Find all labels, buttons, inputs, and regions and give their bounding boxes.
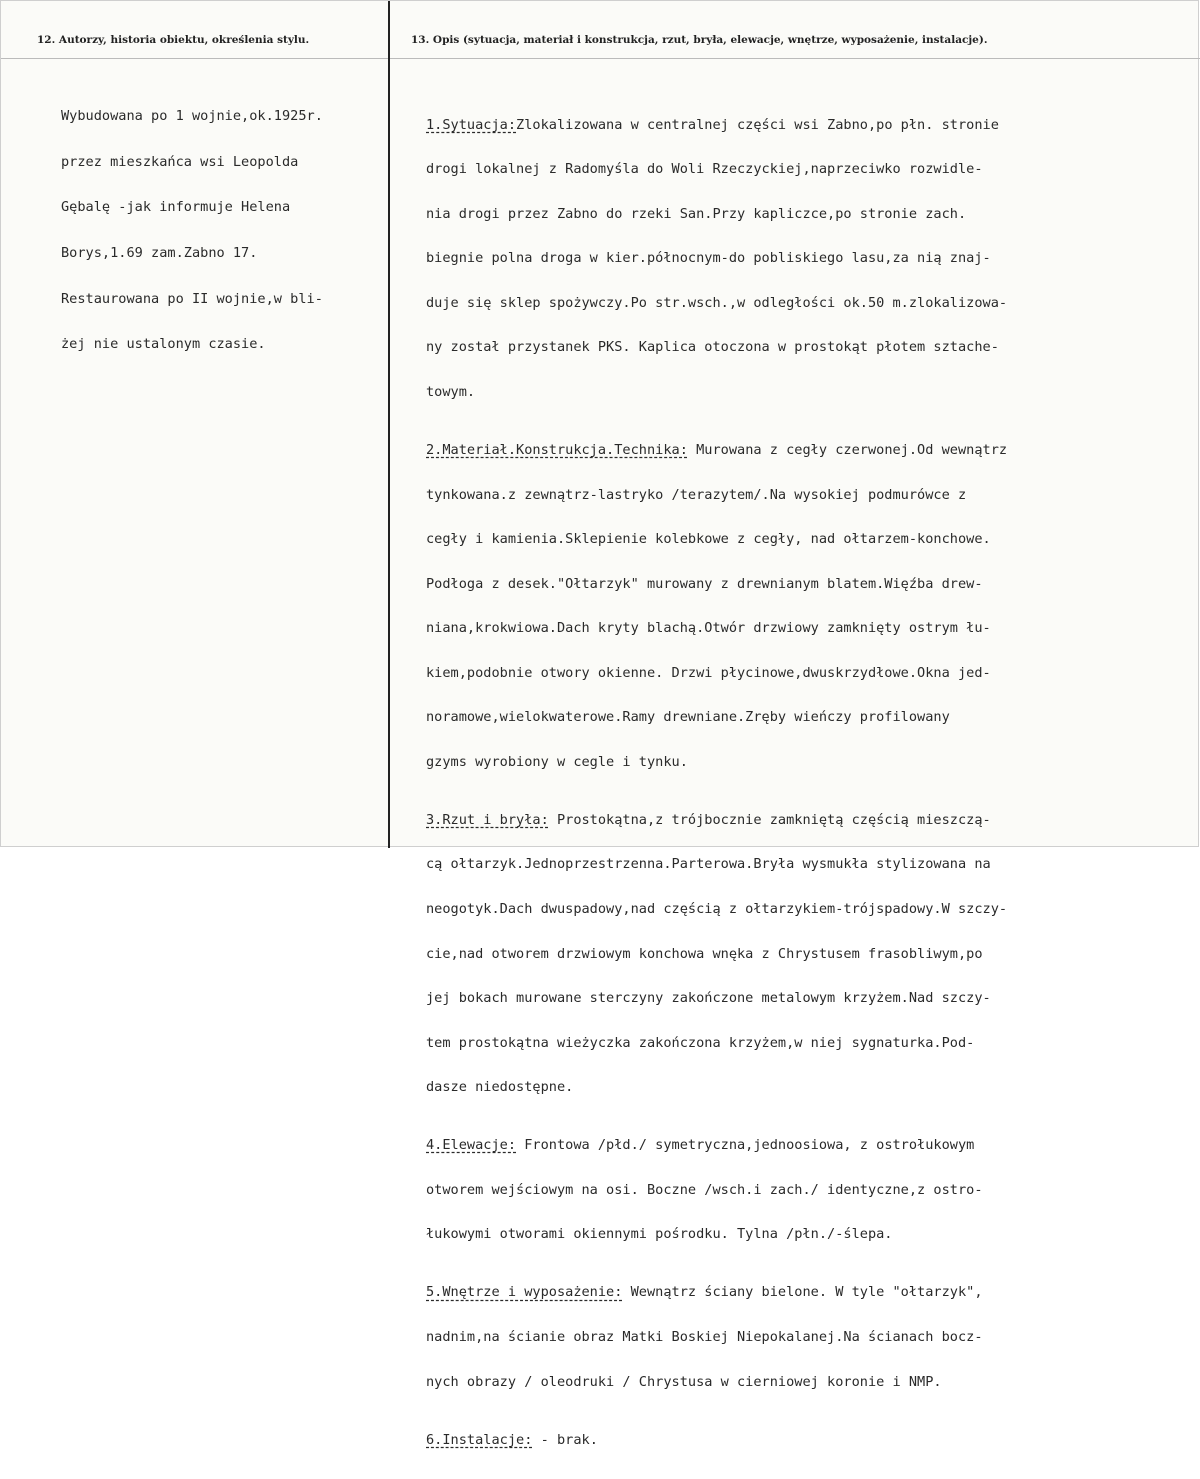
history-line: Gębalę -jak informuje Helena	[61, 199, 291, 216]
description-line: towym.	[426, 383, 476, 400]
description-line: dasze niedostępne.	[426, 1079, 574, 1096]
history-line: żej nie ustalonym czasie.	[61, 336, 266, 353]
description-line: tynkowana.z zewnątrz-lastryko /terazytem/.Na wysokiej podmurówce z	[426, 486, 967, 503]
column-divider	[388, 1, 390, 848]
description-line: nadnim,na ścianie obraz Matki Boskiej Niepokalanej.Na ścianach bocz-	[426, 1328, 983, 1345]
section-heading: 2.Materiał.Konstrukcja.Technika:	[426, 442, 688, 459]
history-line: Wybudowana po 1 wojnie,ok.1925r.	[61, 108, 323, 125]
description-line: 2.Materiał.Konstrukcja.Technika: Murowana z cegły czerwonej.Od wewnątrz	[426, 442, 1008, 459]
description-line: łukowymi otworami okiennymi pośrodku. Tylna /płn./-ślepa.	[426, 1226, 893, 1243]
description-line: 1.Sytuacja:Zlokalizowana w centralnej części wsi Zabno,po płn. stronie	[426, 116, 999, 133]
left-column-header: 12. Autorzy, historia obiektu, określenia stylu.	[37, 34, 310, 46]
description-line: 3.Rzut i bryła: Prostokątna,z trójbocznie zamkniętą częścią mieszczą-	[426, 811, 991, 828]
history-text	[61, 83, 323, 384]
description-line: biegnie polna droga w kier.północnym-do pobliskiego lasu,za nią znaj-	[426, 250, 991, 267]
history-line: Borys,1.69 zam.Zabno 17.	[61, 244, 258, 261]
description-line: otworem wejściowym na osi. Boczne /wsch.i zach./ identyczne,z ostro-	[426, 1181, 983, 1198]
description-text	[426, 78, 1007, 1478]
history-line: przez mieszkańca wsi Leopolda	[61, 153, 299, 170]
description-line: niana,krokwiowa.Dach kryty blachą.Otwór drzwiowy zamknięty ostrym łu-	[426, 620, 991, 637]
section-heading: 1.Sytuacja:	[426, 116, 517, 133]
description-line: cie,nad otworem drzwiowym konchowa wnęka z Chrystusem frasobliwym,po	[426, 945, 983, 962]
right-column-header: 13. Opis (sytuacja, materiał i konstrukcja, rzut, bryła, elewacje, wnętrze, wyposażenie, instalacje).	[411, 34, 988, 46]
description-line: drogi lokalnej z Radomyśla do Woli Rzeczyckiej,naprzeciwko rozwidle-	[426, 161, 983, 178]
description-line: neogotyk.Dach dwuspadowy,nad częścią z ołtarzykiem-trójspadowy.W szczy-	[426, 901, 1008, 917]
description-line: Podłoga z desek."Ołtarzyk" murowany z drewnianym blatem.Więźba drew-	[426, 575, 983, 592]
description-line: 6.Instalacje: - brak.	[426, 1431, 598, 1448]
description-line: 4.Elewacje: Frontowa /płd./ symetryczna,jednoosiowa, z ostrołukowym	[426, 1137, 975, 1154]
description-line: ny został przystanek PKS. Kaplica otoczona w prostokąt płotem sztache-	[426, 339, 999, 356]
description-line: cą ołtarzyk.Jednoprzestrzenna.Parterowa.Bryła wysmukła stylizowana na	[426, 856, 991, 873]
description-line: gzyms wyrobiony w cegle i tynku.	[426, 753, 688, 770]
header-rule	[1, 58, 1200, 59]
description-line: nia drogi przez Zabno do rzeki San.Przy kapliczce,po stronie zach.	[426, 205, 967, 222]
history-line: Restaurowana po II wojnie,w bli-	[61, 290, 323, 307]
description-line: jej bokach murowane sterczyny zakończone metalowym krzyżem.Nad szczy-	[426, 990, 991, 1007]
description-line: nych obrazy / oleodruki / Chrystusa w cierniowej koronie i NMP.	[426, 1373, 942, 1390]
description-line: 5.Wnętrze i wyposażenie: Wewnątrz ściany bielone. W tyle "ołtarzyk",	[426, 1284, 983, 1301]
description-line: tem prostokątna wieżyczka zakończona krzyżem,w niej sygnaturka.Pod-	[426, 1034, 975, 1051]
description-line: kiem,podobnie otwory okienne. Drzwi płycinowe,dwuskrzydłowe.Okna jed-	[426, 664, 991, 681]
description-line: noramowe,wielokwaterowe.Ramy drewniane.Zręby wieńczy profilowany	[426, 709, 950, 726]
section-heading: 6.Instalacje:	[426, 1431, 533, 1448]
description-line: duje się sklep spożywczy.Po str.wsch.,w odległości ok.50 m.zlokalizowa-	[426, 294, 1008, 311]
section-heading: 4.Elewacje:	[426, 1137, 517, 1154]
description-line: cegły i kamienia.Sklepienie kolebkowe z cegły, nad ołtarzem-konchowe.	[426, 531, 991, 548]
section-heading: 3.Rzut i bryła:	[426, 811, 549, 828]
section-heading: 5.Wnętrze i wyposażenie:	[426, 1284, 623, 1301]
